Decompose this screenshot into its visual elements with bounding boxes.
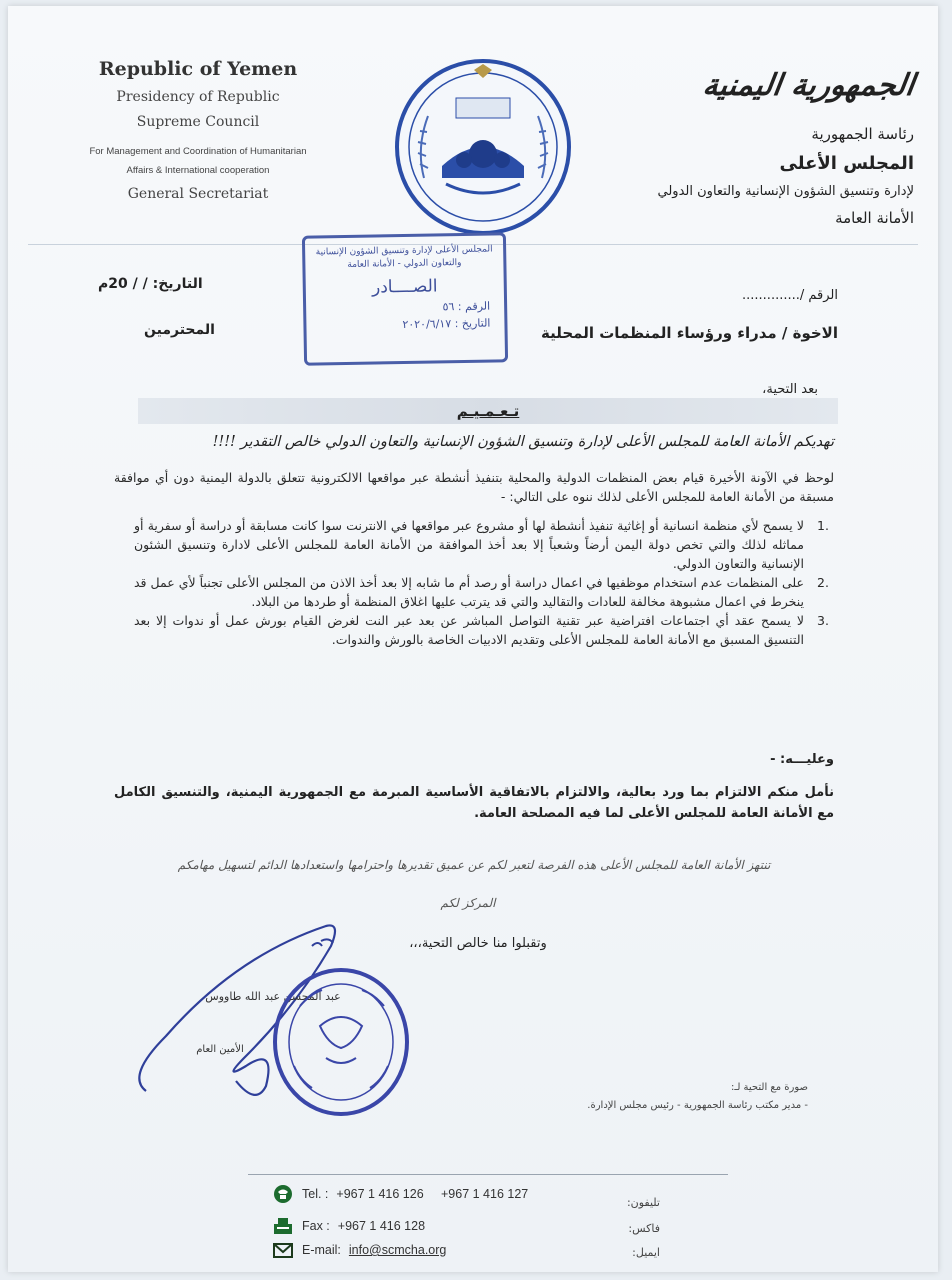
header-english (38, 54, 358, 202)
official-seal-icon (270, 966, 412, 1118)
footer-divider (248, 1174, 728, 1175)
fax-value: +967 1 416 128 (337, 1219, 426, 1233)
secretariat-ar: الأمانة العامة (835, 209, 914, 227)
email-label-ar: ايميل: (632, 1246, 660, 1259)
item-text: على المنظمات عدم استخدام موظفيها في اعمال دراسة أو رصد أم ما شابه إلا بعد أخذ الاذن من المجلس الأعلى تجنباً لأي عمل قد ينخرط في اعمال مشبوهة مخالفة للعادات والتقاليد والتي قد يترتب عليها اغلاق المنظمة أو طردها من البلاد. (134, 575, 804, 609)
closing-paragraph: نأمل منكم الالتزام بما ورد بعالية، والالتزام بالاتفاقية الأساسية المبرمة مع الجمهورية اليمنية، والتنسيق الكامل مع الأمانة العامة للمجلس الأعلى لما فيه المصلحة العامة. (114, 785, 834, 821)
stamp-date: التاريخ : ٢٠٢٠/٦/١٧ (402, 316, 491, 332)
email-icon (272, 1240, 294, 1260)
country-title-en: Republic of Yemen (98, 58, 298, 80)
signer-title: الأمين العام (196, 1044, 244, 1055)
fax-label: Fax : (302, 1219, 330, 1233)
greeting: بعد التحية، (762, 382, 818, 397)
signer-name: عبد المحسن عبد الله طاووس (205, 990, 341, 1003)
list-item (134, 573, 834, 611)
reference-line: الرقم /.............. (742, 288, 838, 303)
circular-title: تـعـمـيـم (456, 402, 520, 420)
phone-icon (272, 1184, 294, 1204)
letter-page (8, 6, 938, 1272)
email-link[interactable]: info@scmcha.org (348, 1243, 447, 1257)
cc-label: صورة مع التحية لـ: (731, 1082, 808, 1093)
email-label: E-mail: (302, 1243, 341, 1257)
council-purpose-en-1: For Management and Coordination of Humanitarian (89, 146, 307, 157)
respected-label: المحترمين (144, 322, 215, 338)
contact-fax (272, 1216, 425, 1236)
presidency-en: Presidency of Republic (116, 89, 280, 105)
outgoing-stamp (302, 232, 508, 366)
council-purpose-en-2: Affairs & International cooperation (126, 165, 270, 176)
item-text: لا يسمح عقد أي اجتماعات افتراضية عبر تقنية التواصل المباشر عن بعد عبر النت لغرض القيام بورش عمل أو ندوات إلا بعد التنسيق المسبق مع الأمانة العامة للمجلس الأعلى وتقديم الادبيات الخاصة بالورش والندوات. (134, 613, 804, 647)
list-item (134, 611, 834, 649)
stamp-org: المجلس الأعلى لإدارة وتنسيق الشؤون الإنسانية والتعاون الدولي - الأمانة العامة (315, 244, 493, 271)
item-number: 3. (817, 613, 829, 628)
header-arabic (614, 68, 917, 227)
council-purpose-ar: لإدارة وتنسيق الشؤون الإنسانية والتعاون الدولي (657, 184, 914, 199)
stamp-number: الرقم : ٥٦ (442, 299, 491, 314)
tel-label-ar: تليفون: (626, 1196, 660, 1209)
center-handwritten: المركز لكم (440, 896, 496, 910)
tel-values: +967 1 416 126 +967 1 416 127 (336, 1187, 529, 1201)
fax-label-ar: فاكس: (628, 1222, 660, 1235)
item-number: 1. (817, 518, 829, 533)
council-en: Supreme Council (136, 114, 260, 130)
directives-list (134, 516, 834, 649)
council-ar: المجلس الأعلى (779, 153, 914, 174)
date-line: التاريخ: / / 20م (98, 276, 203, 292)
thanks-handwritten: تنتهز الأمانة العامة للمجلس الأعلى هذه الفرصة لتعبر لكم عن عميق تقديرها واحترامها واستعدادها الدائم لتسهيل مهامكم (177, 858, 771, 872)
intro-paragraph: لوحظ في الآونة الأخيرة قيام بعض المنظمات الدولية والمحلية بتنفيذ أنشطة عبر مواقعها الالكترونية تتعلق بالدولة اليمنية دون أي موافقة مسبقة من الأمانة العامة للمجلس الأعلى لذلك ننوه على التالي: - (114, 470, 834, 504)
contact-tel (272, 1184, 528, 1204)
stamp-outgoing: الصــــادر (371, 276, 438, 298)
tel-label: Tel. : (302, 1187, 329, 1201)
item-text: لا يسمح لأي منظمة انسانية أو إغاثية تنفيذ أنشطة لها أو مشروع عبر مواقعها في الانترنت سوا كانت مسابقة أو دراسة أو سفرية أو مماثله لذلك والتي تخص دولة اليمن أرضاً وشعباً إلا بعد أخذ الموافقة من الأمانة العامة للمجلس الأعلى لادارة وتنسيق الشئون الإنسانية والتعاون الدولي. (134, 518, 804, 571)
country-title-ar: الجمهورية اليمنية (700, 68, 917, 103)
secretariat-en: General Secretariat (127, 186, 269, 202)
list-item (134, 516, 834, 573)
presidency-ar: رئاسة الجمهورية (811, 125, 914, 143)
council-emblem-icon (394, 58, 572, 236)
fax-icon (272, 1216, 294, 1236)
contact-email (272, 1240, 446, 1260)
regards: وتقبلوا منا خالص التحية،،، (409, 936, 547, 951)
addressee: الاخوة / مدراء ورؤساء المنظمات المحلية (540, 324, 838, 342)
intro-handwritten: تهديكم الأمانة العامة للمجلس الأعلى لإدارة وتنسيق الشؤون الإنسانية والتعاون الدولي خالص التقدير !!!! (212, 434, 834, 450)
item-number: 2. (817, 575, 829, 590)
accordingly-label: وعليـــه: - (770, 752, 834, 767)
cc-item: - مدير مكتب رئاسة الجمهورية - رئيس مجلس الإدارة. (587, 1100, 808, 1111)
